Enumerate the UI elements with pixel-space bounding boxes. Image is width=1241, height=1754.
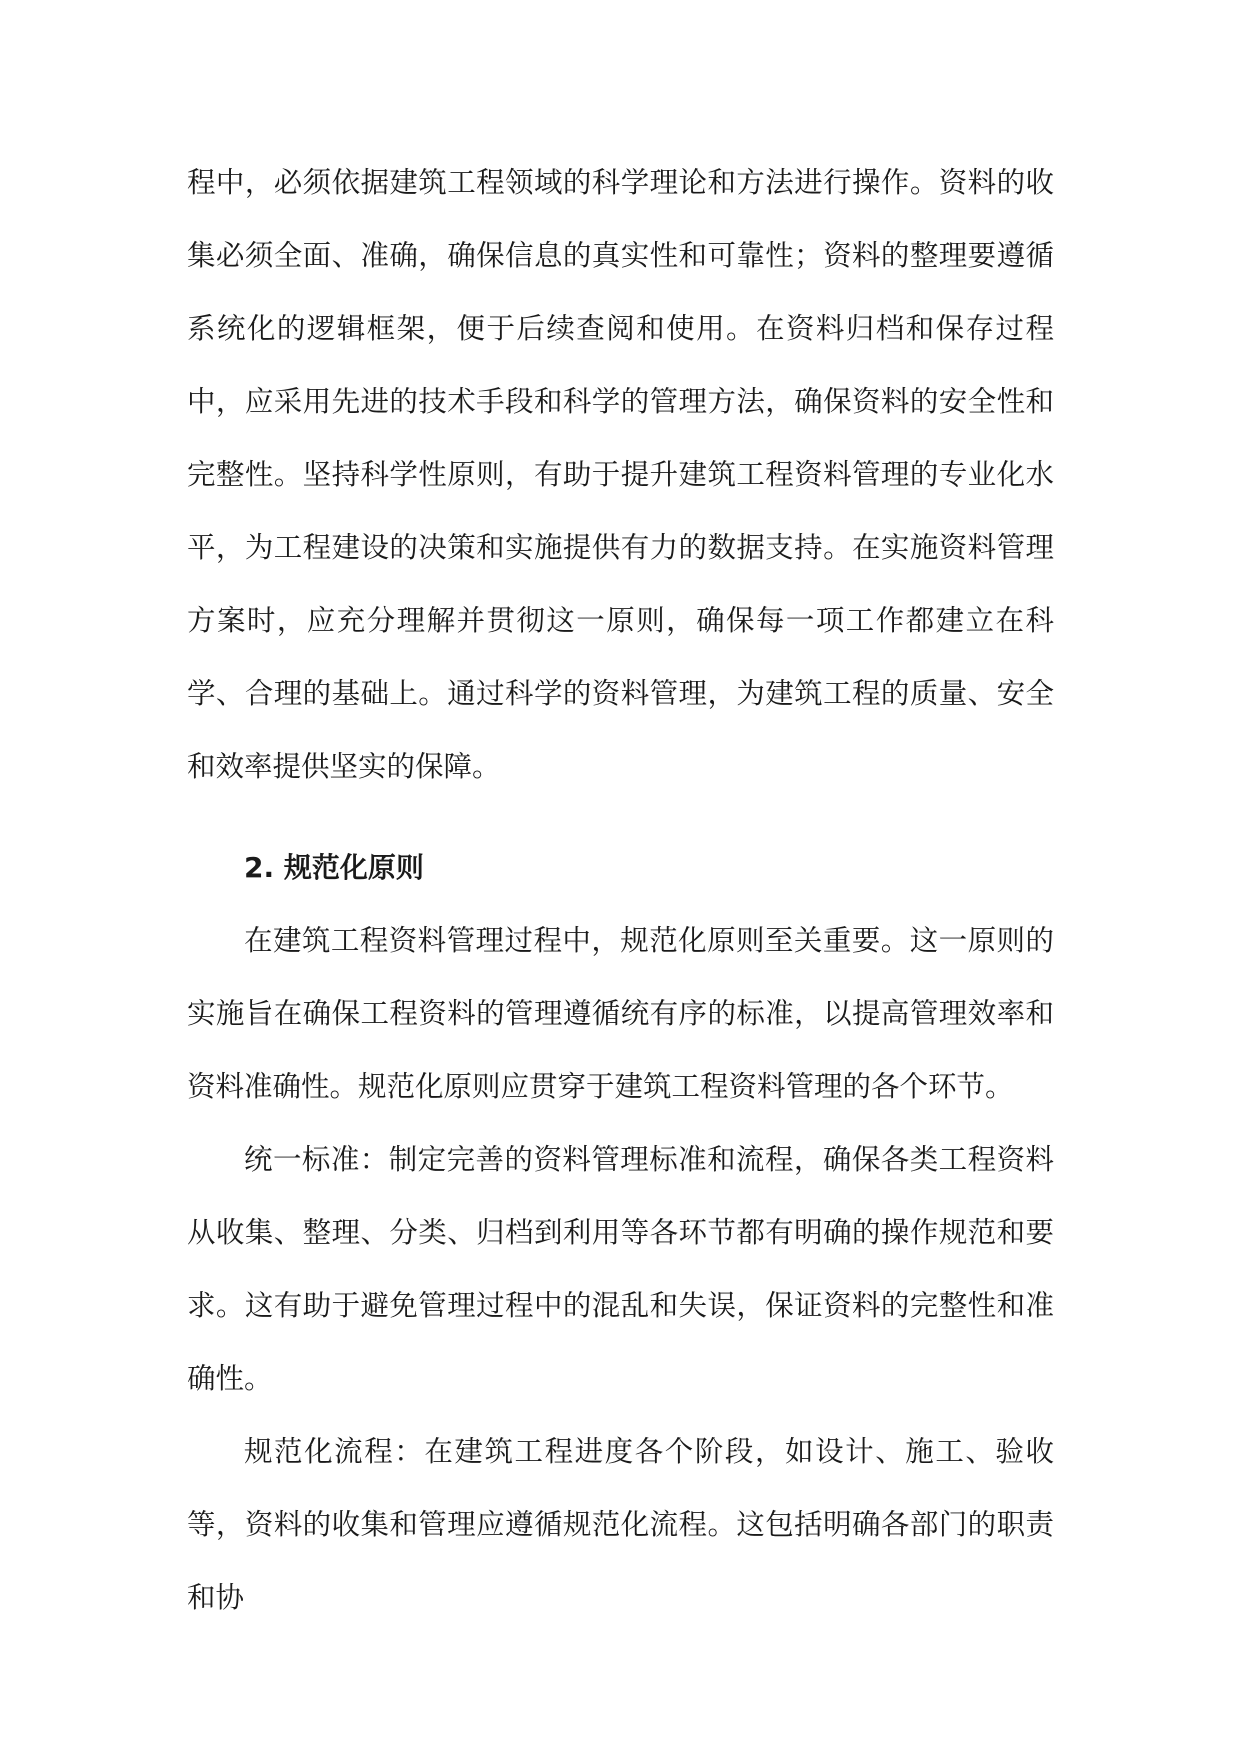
body-paragraph: 在建筑工程资料管理过程中，规范化原则至关重要。这一原则的实施旨在确保工程资料的管理遵循统有序的标准，以提高管理效率和资料准确性。规范化原则应贯穿于建筑工程资料管理的各个环节。 [187, 924, 1054, 1103]
section-heading [187, 831, 1054, 904]
section-title: 规范化原则 [283, 851, 424, 884]
continuation-paragraph: 程中，必须依据建筑工程领域的科学理论和方法进行操作。资料的收集必须全面、准确，确保信息的真实性和可靠性；资料的整理要遵循系统化的逻辑框架，便于后续查阅和使用。在资料归档和保存过程中，应采用先进的技术手段和科学的管理方法，确保资料的安全性和完整性。坚持科学性原则，有助于提升建筑工程资料管理的专业化水平，为工程建设的决策和实施提供有力的数据支持。在实施资料管理方案时，应充分理解并贯彻这一原则，确保每一项工作都建立在科学、合理的基础上。通过科学的资料管理，为建筑工程的质量、安全和效率提供坚实的保障。 [187, 166, 1054, 783]
section-number: 2. [244, 851, 275, 884]
document-body [187, 146, 1054, 1634]
body-paragraph: 统一标准：制定完善的资料管理标准和流程，确保各类工程资料从收集、整理、分类、归档到利用等各环节都有明确的操作规范和要求。这有助于避免管理过程中的混乱和失误，保证资料的完整性和准确性。 [187, 1143, 1054, 1395]
body-paragraph: 规范化流程：在建筑工程进度各个阶段，如设计、施工、验收等，资料的收集和管理应遵循规范化流程。这包括明确各部门的职责和协 [187, 1435, 1054, 1614]
